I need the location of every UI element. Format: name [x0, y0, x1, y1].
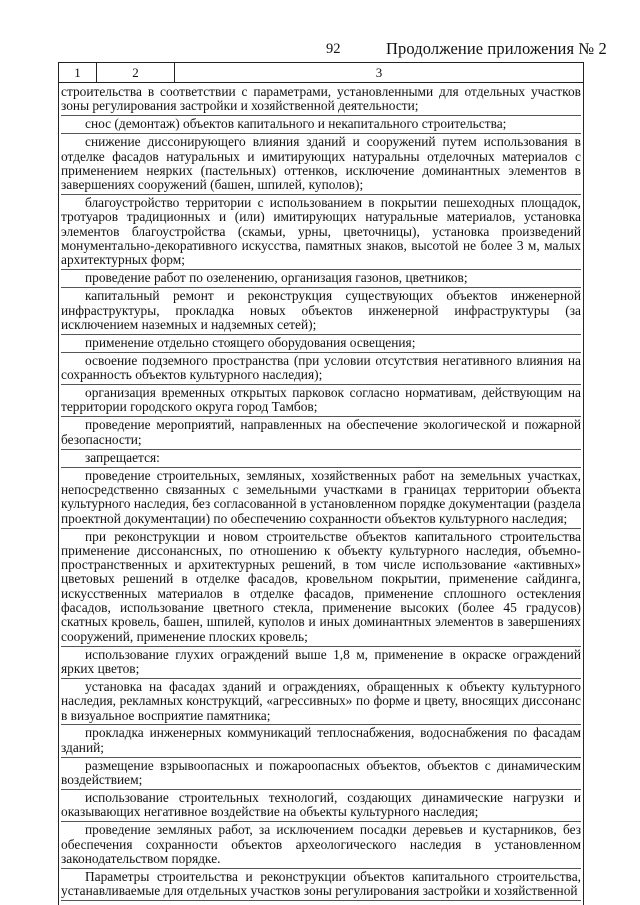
paragraph: организация временных открытых парковок согласно нормативам, действующим на территории городского округа город Тамбов; — [61, 386, 581, 417]
appendix-title: Продолжение приложения № 2 — [386, 39, 607, 58]
paragraph: проведение строительных, земляных, хозяйственных работ на земельных участках, непосредственно связанных с земельными участками в границах территории объекта культурного наследия, без согласованной в установленном порядке документации (раздела проектной документации) по обеспечению сохранности объектов культурного наследия; — [61, 469, 581, 529]
paragraph: запрещается: — [61, 451, 581, 468]
column-header-1: 1 — [59, 63, 97, 83]
column-header-2: 2 — [97, 63, 175, 83]
paragraph: Параметры строительства и реконструкции объектов капитального строительства, устанавливаемые для отдельных участков зоны регулирования застройки и хозяйственной — [61, 870, 581, 901]
paragraph: строительства в соответствии с параметрами, установленными для отдельных участков зоны регулирования застройки и хозяйственной деятельности; — [61, 85, 581, 116]
paragraph: прокладка инженерных коммуникаций теплоснабжения, водоснабжения по фасадам зданий; — [61, 726, 581, 757]
table-body-text — [61, 85, 581, 902]
paragraph: снос (демонтаж) объектов капитального и некапитального строительства; — [61, 117, 581, 134]
paragraph: освоение подземного пространства (при условии отсутствия негативного влияния на сохранность объектов культурного наследия); — [61, 354, 581, 385]
paragraph: использование глухих ограждений выше 1,8 м, применение в окраске ограждений ярких цветов; — [61, 648, 581, 679]
paragraph: размещение взрывоопасных и пожароопасных объектов, объектов с динамическим воздействием; — [61, 759, 581, 790]
paragraph: проведение работ по озеленению, организация газонов, цветников; — [61, 271, 581, 288]
paragraph: снижение диссонирующего влияния зданий и сооружений путем использования в отделке фасадов натуральных и имитирующих натуральны отделочных материалов с применением неярких (пастельных) оттенков, исключение доминантных элементов в завершениях сооружений (башен, шпилей, куполов); — [61, 135, 581, 195]
paragraph: благоустройство территории с использованием в покрытии пешеходных площадок, тротуаров традиционных и (или) имитирующих натуральные материалов, установка элементов благоустройства (скамьи, урны, цветочницы), установка произведений монументально-декоративного искусства, памятных знаков, высотой не более 3 м, малых архитектурных форм; — [61, 196, 581, 270]
paragraph: проведение мероприятий, направленных на обеспечение экологической и пожарной безопасности; — [61, 418, 581, 449]
paragraph: использование строительных технологий, создающих динамические нагрузки и оказывающих негативное воздействие на объекты культурного наследия; — [61, 791, 581, 822]
paragraph: проведение земляных работ, за исключением посадки деревьев и кустарников, без обеспечения сохранности объектов археологического наследия в установленном законодательством порядке. — [61, 823, 581, 869]
document-table — [58, 62, 584, 905]
paragraph: при реконструкции и новом строительстве объектов капитального строительства применение диссонансных, по отношению к объекту культурного наследия, объемно-пространственных и архитектурных решений, в том числе использование «активных» цветовых решений в отделке фасадов, кровельном покрытии, применение сайдинга, искусственных материалов в отделке фасадов, применение сплошного остекления фасадов, использование цветного стекла, применение высоких (более 45 градусов) скатных кровель, башен, шпилей, куполов и иных доминантных элементов в завершениях сооружений, применение плоских кровель; — [61, 530, 581, 647]
paragraph: капитальный ремонт и реконструкция существующих объектов инженерной инфраструктуры, прокладка новых объектов инженерной инфраструктуры (за исключением наземных и надземных сетей); — [61, 289, 581, 335]
page-number: 92 — [326, 41, 341, 57]
paragraph: установка на фасадах зданий и ограждениях, обращенных к объекту культурного наследия, рекламных конструкций, «агрессивных» по форме и цвету, вносящих диссонанс в визуальное восприятие памятника; — [61, 680, 581, 726]
paragraph: применение отдельно стоящего оборудования освещения; — [61, 336, 581, 353]
column-header-3: 3 — [175, 63, 583, 83]
